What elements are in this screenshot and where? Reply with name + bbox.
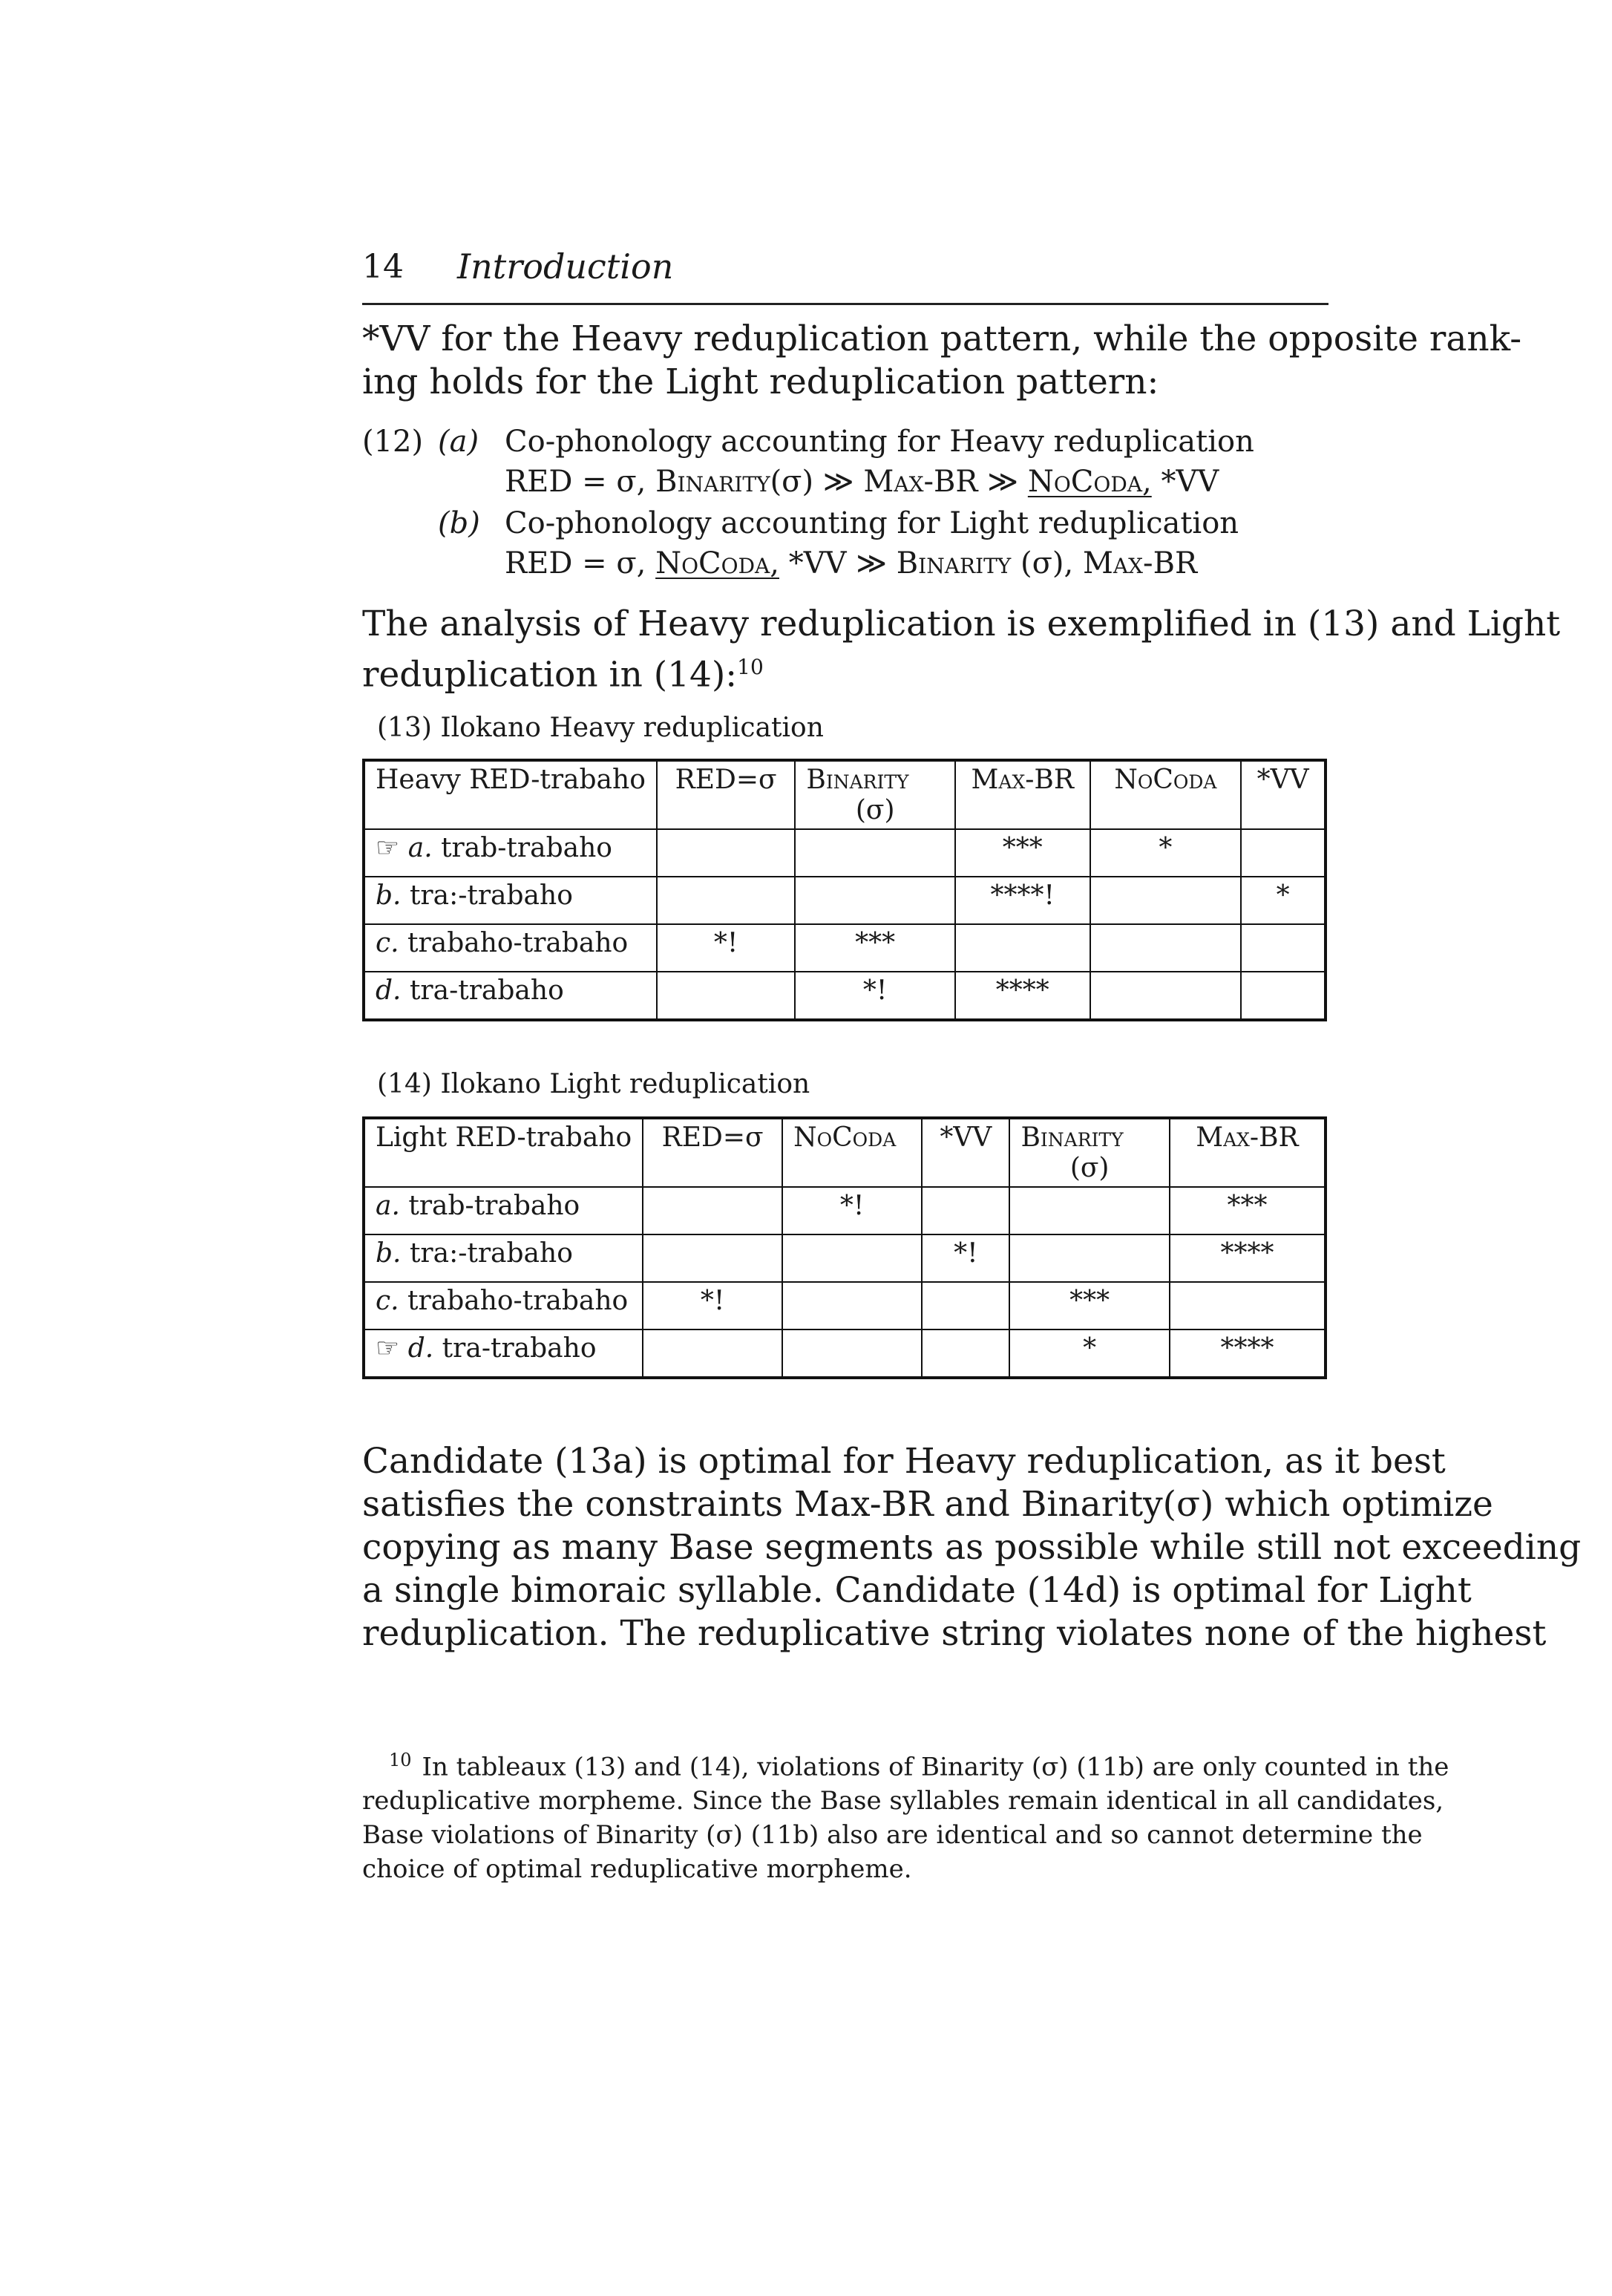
table-header-row: [364, 760, 1326, 829]
table-14-caption: (14) Ilokano Light reduplication: [377, 1069, 810, 1099]
running-title: Introduction: [457, 246, 674, 287]
table-row: [364, 924, 1326, 972]
table-row: [364, 972, 1326, 1020]
violation-cell: ****: [955, 972, 1090, 1020]
footnote-line: $^{10}$ In tableaux (13) and (14), violations of Binarity (σ) (11b) are only counted in the: [389, 1750, 1449, 1782]
violation-cell: [955, 924, 1090, 972]
table-row: [364, 1282, 1326, 1329]
violation-cell: ****: [1170, 1329, 1326, 1378]
example-12b-label: (b): [438, 506, 480, 540]
example-12b-ranking: RED = σ, NoCoda, *VV ≫ Binarity (σ), Max-BR: [505, 546, 1198, 580]
tableau-13: [362, 759, 1327, 1021]
violation-cell: ****!: [955, 877, 1090, 924]
header-nocoda: NoCoda: [782, 1118, 922, 1187]
text-line: reduplication in (14):$^{10}$: [362, 654, 764, 696]
example-12-number: (12): [362, 425, 424, 459]
header-binarity: Binarity (σ): [1009, 1118, 1169, 1187]
violation-cell: ***: [795, 924, 955, 972]
footnote-line: choice of optimal reduplicative morpheme.: [362, 1854, 912, 1885]
text-line: satisfies the constraints Max-BR and Binarity(σ) which optimize: [362, 1484, 1493, 1525]
table-row: [364, 1187, 1326, 1234]
footnote-line: reduplicative morpheme. Since the Base syllables remain identical in all candidates,: [362, 1786, 1444, 1816]
header-max-br: Max-BR: [955, 760, 1090, 829]
violation-cell: [1009, 1187, 1169, 1234]
violation-cell: *: [1241, 877, 1326, 924]
violation-cell: [643, 1187, 782, 1234]
violation-cell: ***: [1009, 1282, 1169, 1329]
violation-cell: *!: [643, 1282, 782, 1329]
footnote-line: Base violations of Binarity (σ) (11b) also are identical and so cannot determine the: [362, 1820, 1423, 1851]
text-line: reduplication. The reduplicative string violates none of the highest: [362, 1613, 1547, 1654]
candidate-cell: c. trabaho-trabaho: [364, 1282, 643, 1329]
violation-cell: *: [1090, 829, 1242, 877]
footnote-mark: 10: [389, 1750, 412, 1770]
violation-cell: [1241, 829, 1326, 877]
header-red-sigma: RED=σ: [657, 760, 796, 829]
table-row: [364, 877, 1326, 924]
footnote-10: [362, 1743, 1449, 1886]
candidate-cell: ☞ d. tra-trabaho: [364, 1329, 643, 1378]
tableau-14: [362, 1116, 1327, 1379]
violation-cell: *!: [795, 972, 955, 1020]
violation-cell: [782, 1329, 922, 1378]
table-row: [364, 829, 1326, 877]
candidate-cell: b. tra:-trabaho: [364, 1234, 643, 1282]
violation-cell: [643, 1234, 782, 1282]
example-12b-line1: Co-phonology accounting for Light reduplication: [505, 506, 1239, 540]
candidate-cell: d. tra-trabaho: [364, 972, 657, 1020]
example-12a-label: (a): [438, 425, 479, 459]
table-header-row: [364, 1118, 1326, 1187]
text-line: *VV for the Heavy reduplication pattern, while the opposite rank-: [362, 318, 1522, 359]
example-12a-ranking: RED = σ, Binarity(σ) ≫ Max-BR ≫ NoCoda, *VV: [505, 465, 1219, 499]
candidate-cell: ☞ a. trab-trabaho: [364, 829, 657, 877]
header-nocoda: NoCoda: [1090, 760, 1242, 829]
candidate-cell: a. trab-trabaho: [364, 1187, 643, 1234]
violation-cell: [922, 1329, 1009, 1378]
table-row: [364, 1329, 1326, 1378]
violation-cell: [1241, 972, 1326, 1020]
violation-cell: [1009, 1234, 1169, 1282]
table-row: [364, 1234, 1326, 1282]
paragraph-2: [362, 603, 1561, 697]
text-line: copying as many Base segments as possible while still not exceeding: [362, 1527, 1582, 1568]
violation-cell: [922, 1187, 1009, 1234]
violation-cell: [795, 877, 955, 924]
violation-cell: [922, 1282, 1009, 1329]
footnote-ref: 10: [737, 655, 764, 679]
violation-cell: [643, 1329, 782, 1378]
violation-cell: *!: [782, 1187, 922, 1234]
header-input: Light RED-trabaho: [364, 1118, 643, 1187]
pointing-hand-icon: ☞: [376, 833, 400, 863]
violation-cell: [1241, 924, 1326, 972]
candidate-cell: c. trabaho-trabaho: [364, 924, 657, 972]
header-binarity: Binarity (σ): [795, 760, 955, 829]
violation-cell: [782, 1234, 922, 1282]
violation-cell: *!: [657, 924, 796, 972]
text-line: The analysis of Heavy reduplication is exemplified in (13) and Light: [362, 604, 1561, 644]
text-line: a single bimoraic syllable. Candidate (14d) is optimal for Light: [362, 1570, 1472, 1611]
text-line: Candidate (13a) is optimal for Heavy reduplication, as it best: [362, 1441, 1446, 1482]
violation-cell: ***: [955, 829, 1090, 877]
violation-cell: [782, 1282, 922, 1329]
header-vv: *VV: [1241, 760, 1326, 829]
violation-cell: ***: [1170, 1187, 1326, 1234]
table-13-caption: (13) Ilokano Heavy reduplication: [377, 713, 824, 743]
running-head: [362, 246, 1328, 305]
paragraph-3: [362, 1440, 1582, 1655]
header-vv: *VV: [922, 1118, 1009, 1187]
violation-cell: [795, 829, 955, 877]
violation-cell: *!: [922, 1234, 1009, 1282]
violation-cell: [657, 877, 796, 924]
header-input: Heavy RED-trabaho: [364, 760, 657, 829]
header-red-sigma: RED=σ: [643, 1118, 782, 1187]
violation-cell: ****: [1170, 1234, 1326, 1282]
violation-cell: *: [1009, 1329, 1169, 1378]
violation-cell: [1170, 1282, 1326, 1329]
page-number: 14: [362, 248, 404, 286]
violation-cell: [1090, 877, 1242, 924]
candidate-cell: b. tra:-trabaho: [364, 877, 657, 924]
pointing-hand-icon: ☞: [376, 1333, 400, 1364]
violation-cell: [657, 972, 796, 1020]
violation-cell: [1090, 924, 1242, 972]
violation-cell: [1090, 972, 1242, 1020]
text-line: ing holds for the Light reduplication pattern:: [362, 362, 1159, 402]
violation-cell: [657, 829, 796, 877]
example-12a-line1: Co-phonology accounting for Heavy reduplication: [505, 425, 1254, 459]
header-max-br: Max-BR: [1170, 1118, 1326, 1187]
paragraph-1: [362, 318, 1522, 404]
